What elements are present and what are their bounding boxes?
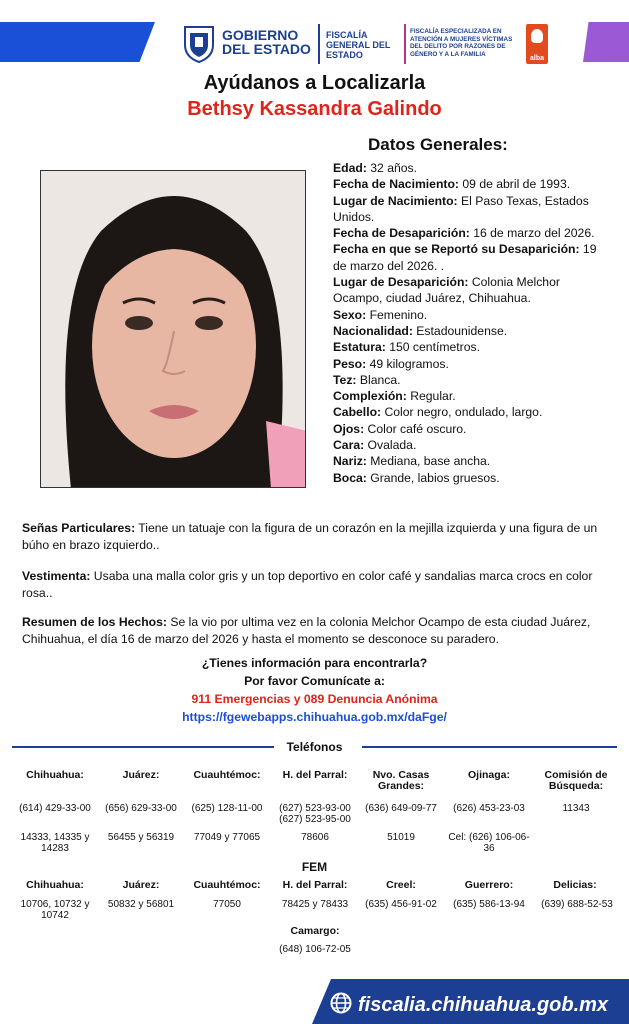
header-band-left [0, 22, 155, 62]
field-tez: Tez: Blanca. [333, 372, 401, 387]
fiscalia-logo-text: FISCALÍA GENERAL DEL ESTADO [326, 30, 391, 60]
field-boca: Boca: Grande, labios gruesos. [333, 470, 500, 485]
field-nariz: Nariz: Mediana, base ancha. [333, 454, 491, 469]
fem-value: 50832 y 56801 [107, 899, 175, 910]
datos-generales-title: Datos Generales: [368, 135, 508, 154]
fem-title: FEM [301, 860, 328, 874]
fem-value-camargo: (648) 106-72-05 [279, 944, 351, 955]
fem-header: Delicias: [553, 879, 597, 891]
globe-icon [330, 992, 352, 1014]
field-edad: Edad: 32 años. [333, 161, 418, 175]
fem-header: Guerrero: [464, 879, 514, 891]
fem-header: Chihuahua: [26, 879, 84, 891]
divider [318, 24, 320, 64]
footer-url[interactable]: fiscalia.chihuahua.gob.mx [358, 994, 609, 1016]
senas-particulares: Señas Particulares: Tiene un tatuaje con la figura de un corazón en la mejilla izquierda y una figura de un búho en brazo izquierdo.. [22, 521, 598, 552]
state-shield-icon [182, 25, 216, 63]
tel-header: Juárez: [122, 769, 160, 781]
person-photo [40, 170, 306, 488]
tel-ext: 14333, 14335 y 14283 [20, 832, 90, 854]
fem-value: 77050 [213, 899, 241, 910]
tel-value: (614) 429-33-00 [19, 803, 91, 814]
field-fecha-reporte: Fecha en que se Reportó su Desaparición: 19 de marzo del 2026. . [333, 242, 597, 273]
person-name: Bethsy Kassandra Galindo [187, 98, 442, 120]
tel-value: (627) 523-93-00 (627) 523-95-00 [279, 803, 351, 825]
fem-header: H. del Parral: [282, 879, 348, 891]
gobierno-logo-text: GOBIERNO DEL ESTADO [222, 27, 311, 57]
emergency-numbers: 911 Emergencias y 089 Denuncia Anónima [191, 692, 438, 706]
field-cabello: Cabello: Color negro, ondulado, largo. [333, 405, 543, 420]
fem-value: 78425 y 78433 [281, 899, 349, 910]
field-cara: Cara: Ovalada. [333, 438, 417, 453]
telefonos-title: Teléfonos [286, 740, 343, 754]
field-complexion: Complexión: Regular. [333, 389, 456, 404]
tel-ext: 51019 [387, 832, 415, 843]
field-estatura: Estatura: 150 centímetros. [333, 340, 480, 355]
field-ojos: Ojos: Color café oscuro. [333, 421, 467, 436]
tel-value: 11343 [562, 803, 590, 814]
tel-ext: Cel: (626) 106-06-36 [448, 832, 530, 854]
tel-header: H. del Parral: [282, 769, 348, 781]
field-nacionalidad: Nacionalidad: Estadounidense. [333, 323, 508, 338]
fem-logo-text: FISCALÍA ESPECIALIZADA EN ATENCIÓN A MUJERES VÍCTIMAS DEL DELITO POR RAZONES DE GÉNERO Y A LA FAMILIA [410, 28, 513, 58]
resumen-hechos: Resumen de los Hechos: Se la vio por ultima vez en la colonia Melchor Ocampo de esta ciudad Juárez, Chihuahua, el día 16 de marzo del 2026 y hasta el momento se desconoce su paradero. [22, 615, 591, 646]
fem-value: (635) 586-13-94 [453, 899, 525, 910]
contact-question: ¿Tienes información para encontrarla? [201, 656, 428, 670]
tel-header: Chihuahua: [26, 769, 84, 781]
field-lugar-desaparicion: Lugar de Desaparición: Colonia Melchor Ocampo, ciudad Juárez, Chihuahua. [333, 275, 560, 306]
tel-value: (636) 649-09-77 [365, 803, 437, 814]
vestimenta: Vestimenta: Usaba una malla color gris y un top deportivo en color café y sandalias marca crocs en color rosa.. [22, 569, 593, 600]
fem-header-camargo: Camargo: [290, 925, 340, 937]
tel-ext: 78606 [301, 832, 329, 843]
tel-ext: 56455 y 56319 [107, 832, 175, 843]
field-fecha-nacimiento: Fecha de Nacimiento: 09 de abril de 1993. [333, 177, 571, 192]
divider [404, 24, 406, 64]
figure-icon [531, 29, 543, 43]
tel-header: Nvo. Casas Grandes: [372, 769, 430, 792]
tel-header: Ojinaga: [467, 769, 510, 781]
field-peso: Peso: 49 kilogramos. [333, 356, 449, 371]
tel-value: (625) 128-11-00 [191, 803, 263, 814]
tel-value: (656) 629-33-00 [105, 803, 177, 814]
fem-value: (635) 456-91-02 [365, 899, 437, 910]
tel-value: (626) 453-23-03 [453, 803, 525, 814]
report-link[interactable]: https://fgewebapps.chihuahua.gob.mx/daFge/ [182, 710, 447, 724]
portrait-illustration [41, 171, 306, 488]
fem-value: (639) 688-52-53 [541, 899, 613, 910]
fem-header: Juárez: [122, 879, 160, 891]
tel-header: Comisión de Búsqueda: [544, 769, 608, 792]
alba-label: alba [529, 55, 544, 62]
fem-value: 10706, 10732 y 10742 [20, 899, 90, 921]
general-data-list [333, 160, 601, 486]
tel-header: Cuauhtémoc: [193, 769, 261, 781]
fem-header: Cuauhtémoc: [193, 879, 261, 891]
fem-header: Creel: [386, 879, 416, 891]
page-title: Ayúdanos a Localizarla [203, 72, 426, 94]
header-band-right [583, 22, 629, 62]
field-fecha-desaparicion: Fecha de Desaparición: 16 de marzo del 2026. [333, 226, 595, 241]
field-sexo: Sexo: Femenino. [333, 307, 428, 322]
alba-logo [526, 24, 548, 64]
contact-favor: Por favor Comunícate a: [244, 674, 385, 688]
field-lugar-nacimiento: Lugar de Nacimiento: El Paso Texas, Estados Unidos. [333, 193, 589, 224]
tel-ext: 77049 y 77065 [193, 832, 261, 843]
